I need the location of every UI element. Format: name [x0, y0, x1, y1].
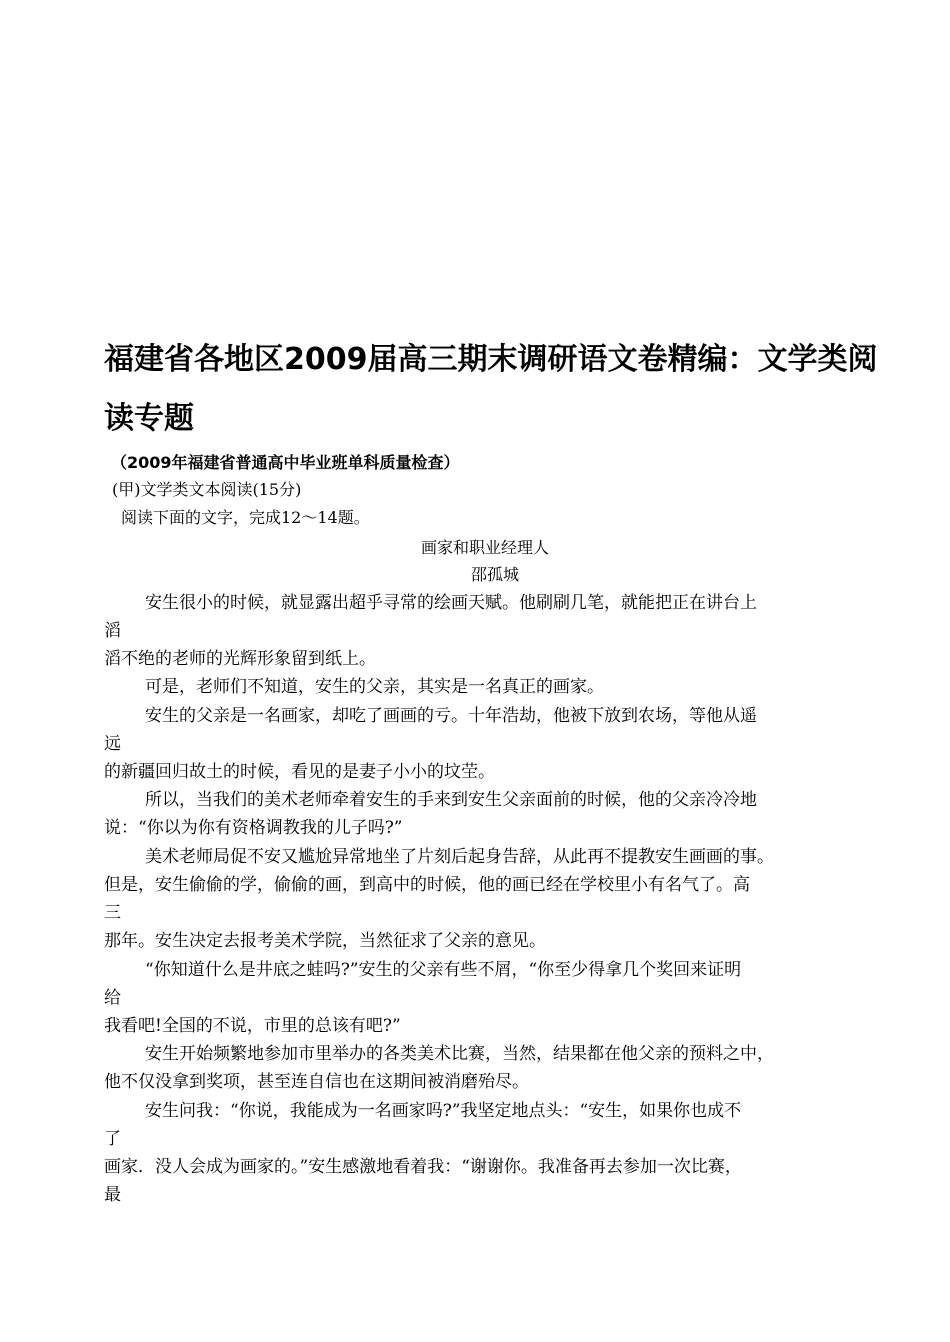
body-line: 的新疆回归故土的时候，看见的是妻子小小的坟茔。 — [104, 762, 495, 782]
body-line: “你知道什么是井底之蛙吗?”安生的父亲有些不屑，“你至少得拿几个奖回来证明 — [145, 960, 742, 980]
body-line: 说：“你以为你有资格调教我的儿子吗?” — [104, 818, 403, 838]
body-line: 最 — [104, 1185, 121, 1205]
body-line: 安生问我：“你说，我能成为一名画家吗?”我坚定地点头：“安生，如果你也成不 — [145, 1101, 742, 1121]
exam-source-subtitle: （2009年福建省普通高中毕业班单科质量检查） — [111, 453, 460, 472]
body-line: 安生开始频繁地参加市里举办的各类美术比赛，当然，结果都在他父亲的预料之中， — [145, 1044, 774, 1064]
body-line: 安生很小的时候，就显露出超乎寻常的绘画天赋。他刷刷几笔，就能把正在讲台上 — [145, 593, 757, 613]
body-line: 三 — [104, 903, 121, 923]
story-author: 邵孤城 — [470, 565, 519, 584]
body-line: 了 — [104, 1129, 121, 1149]
body-line: 我看吧!全国的不说，市里的总该有吧?” — [104, 1016, 401, 1036]
document-title-line-2: 读专题 — [104, 401, 194, 436]
body-line: 滔不绝的老师的光辉形象留到纸上。 — [104, 649, 376, 669]
body-line: 美术老师局促不安又尴尬异常地坐了片刻后起身告辞，从此再不提教安生画画的事。 — [145, 847, 774, 867]
body-line: 可是，老师们不知道，安生的父亲，其实是一名真正的画家。 — [145, 677, 604, 697]
body-line: 安生的父亲是一名画家，却吃了画画的亏。十年浩劫，他被下放到农场，等他从遥 — [145, 706, 757, 726]
document-title-line-1: 福建省各地区2009届高三期末调研语文卷精编：文学类阅 — [104, 342, 878, 377]
reading-instruction: 阅读下面的文字，完成12～14题。 — [121, 508, 370, 527]
body-line: 但是，安生偷偷的学，偷偷的画，到高中的时候，他的画已经在学校里小有名气了。高 — [104, 875, 750, 895]
body-line: 所以，当我们的美术老师牵着安生的手来到安生父亲面前的时候，他的父亲冷冷地 — [145, 790, 757, 810]
body-line: 给 — [104, 988, 121, 1008]
body-line: 那年。安生决定去报考美术学院，当然征求了父亲的意见。 — [104, 931, 546, 951]
story-title: 画家和职业经理人 — [420, 538, 549, 557]
body-line: 画家．没人会成为画家的。”安生感激地看着我：“谢谢你。我准备再去参加一次比赛， — [104, 1157, 742, 1177]
section-heading: (甲)文学类文本阅读(15分) — [112, 480, 302, 499]
body-line: 滔 — [104, 621, 121, 641]
body-line: 远 — [104, 734, 121, 754]
body-line: 他不仅没拿到奖项，甚至连自信也在这期间被消磨殆尽。 — [104, 1072, 529, 1092]
